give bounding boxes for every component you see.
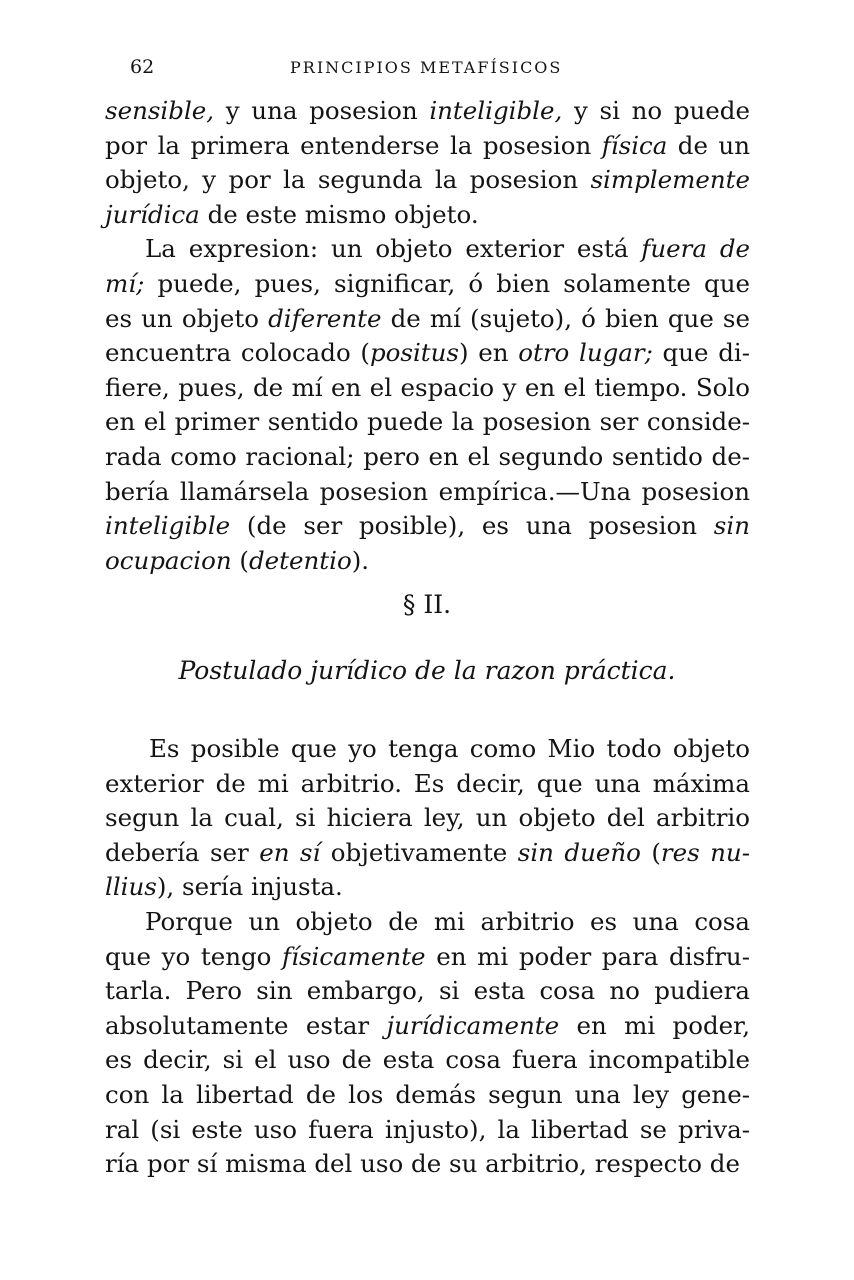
- text-run: (de ser posible), es una posesion: [230, 511, 714, 541]
- section-title: Postulado jurídico de la razon práctica.: [178, 656, 676, 685]
- body-text-line: [105, 767, 750, 802]
- italic-text: mí;: [105, 268, 145, 298]
- text-run: ría por sí misma del uso de su arbitrio, respecto de: [105, 1149, 740, 1179]
- text-run: puede, pues, significar, ó bien solamente que: [144, 268, 750, 298]
- italic-text: llius: [105, 872, 157, 902]
- intro-text-line: [105, 198, 750, 233]
- text-run: de mí (sujeto), ó bien que se: [381, 303, 751, 333]
- text-run: segun la cual, si hiciera ley, un objeto del arbitrio: [105, 803, 750, 833]
- body-text-line: [105, 1009, 750, 1044]
- text-run: en mi poder para disfru-: [425, 941, 750, 971]
- section-mark: § II.: [402, 590, 452, 619]
- intro-text-line: [105, 509, 750, 544]
- body-text-line: [105, 940, 750, 975]
- italic-text: simplemente: [590, 165, 750, 195]
- text-run: Porque un objeto de mi arbitrio es una cosa: [145, 906, 750, 936]
- text-run: fiere, pues, de mí en el espacio y en el tiempo. Solo: [105, 372, 750, 402]
- body-text-line: [105, 1078, 750, 1113]
- text-run: (: [640, 837, 661, 867]
- text-run: bería llamársela posesion empírica.—Una posesion: [105, 476, 750, 506]
- text-run: absolutamente estar: [105, 1010, 387, 1040]
- italic-text: res nu-: [660, 837, 750, 867]
- text-run: con la libertad de los demás segun una ley gene-: [105, 1079, 750, 1109]
- running-title: PRINCIPIOS METAFÍSICOS: [290, 58, 563, 77]
- text-run: La expresion: un objeto exterior está: [145, 234, 642, 264]
- intro-text-line: [105, 336, 750, 371]
- text-run: en el primer sentido puede la posesion ser conside-: [105, 407, 750, 437]
- text-run: de un: [667, 130, 750, 160]
- text-run: en mi poder,: [559, 1010, 750, 1040]
- text-run: tarla. Pero sin embargo, si esta cosa no pudiera: [105, 976, 750, 1006]
- intro-text-line: [105, 129, 750, 164]
- body-text-line: [105, 732, 750, 767]
- italic-text: positus: [369, 338, 460, 368]
- italic-text: física: [601, 130, 668, 160]
- text-run: de este mismo objeto.: [199, 199, 479, 229]
- italic-text: jurídica: [105, 199, 200, 229]
- text-run: exterior de mi arbitrio. Es decir, que una máxima: [105, 768, 750, 798]
- italic-text: otro lugar;: [518, 338, 653, 368]
- text-run: y si no puede: [562, 96, 750, 125]
- body-text-line: [105, 801, 750, 836]
- intro-text-line: [105, 94, 750, 129]
- text-run: por la primera entenderse la posesion: [105, 130, 602, 160]
- text-run: objetivamente: [320, 837, 518, 867]
- body-text-line: [105, 974, 750, 1009]
- intro-paragraphs: [105, 94, 750, 578]
- text-run: ).: [351, 545, 370, 575]
- text-run: objeto, y por la segunda la posesion: [105, 165, 591, 195]
- italic-text: sin: [713, 511, 750, 541]
- body-paragraphs: [105, 732, 750, 1182]
- text-run: que yo tengo: [105, 941, 283, 971]
- text-run: y una posesion: [214, 96, 430, 125]
- italic-text: sensible,: [105, 96, 215, 125]
- italic-text: ocupacion: [105, 545, 232, 575]
- italic-text: sin dueño: [517, 837, 641, 867]
- intro-text-line: [105, 163, 750, 198]
- intro-text-line: [105, 405, 750, 440]
- body-text-line: [105, 870, 750, 905]
- italic-text: diferente: [268, 303, 382, 333]
- body-text-line: [105, 836, 750, 871]
- text-run: ral (si este uso fuera injusto), la libertad se priva-: [105, 1114, 750, 1144]
- intro-text-line: [105, 267, 750, 302]
- page-number: 62: [130, 56, 155, 78]
- italic-text: físicamente: [282, 941, 426, 971]
- text-run: encuentra colocado (: [105, 338, 370, 368]
- intro-text-line: [105, 544, 750, 579]
- italic-text: jurídicamente: [386, 1010, 560, 1040]
- intro-text-line: [105, 232, 750, 267]
- text-run: es un objeto: [105, 303, 269, 333]
- italic-text: inteligible,: [429, 96, 563, 125]
- intro-text-line: [105, 371, 750, 406]
- body-text-line: [105, 1147, 750, 1182]
- text-run: rada como racional; pero en el segundo sentido de-: [105, 441, 750, 471]
- italic-text: detentio: [249, 545, 352, 575]
- text-run: ) en: [459, 338, 519, 368]
- intro-text-line: [105, 475, 750, 510]
- body-text-line: [105, 1043, 750, 1078]
- text-run: (: [231, 545, 249, 575]
- text-run: que di-: [652, 338, 750, 368]
- italic-text: en sí: [259, 837, 321, 867]
- text-run: ), sería injusta.: [156, 872, 343, 902]
- running-header: [0, 52, 854, 86]
- body-text-line: [105, 1113, 750, 1148]
- italic-text: fuera de: [641, 234, 750, 264]
- text-run: es decir, si el uso de esta cosa fuera incompatible: [105, 1045, 750, 1075]
- text-run: Es posible que yo tenga como Mio todo objeto: [149, 734, 750, 763]
- italic-text: inteligible: [105, 511, 231, 541]
- intro-text-line: [105, 440, 750, 475]
- body-text-line: [105, 905, 750, 940]
- text-run: debería ser: [105, 837, 260, 867]
- intro-text-line: [105, 302, 750, 337]
